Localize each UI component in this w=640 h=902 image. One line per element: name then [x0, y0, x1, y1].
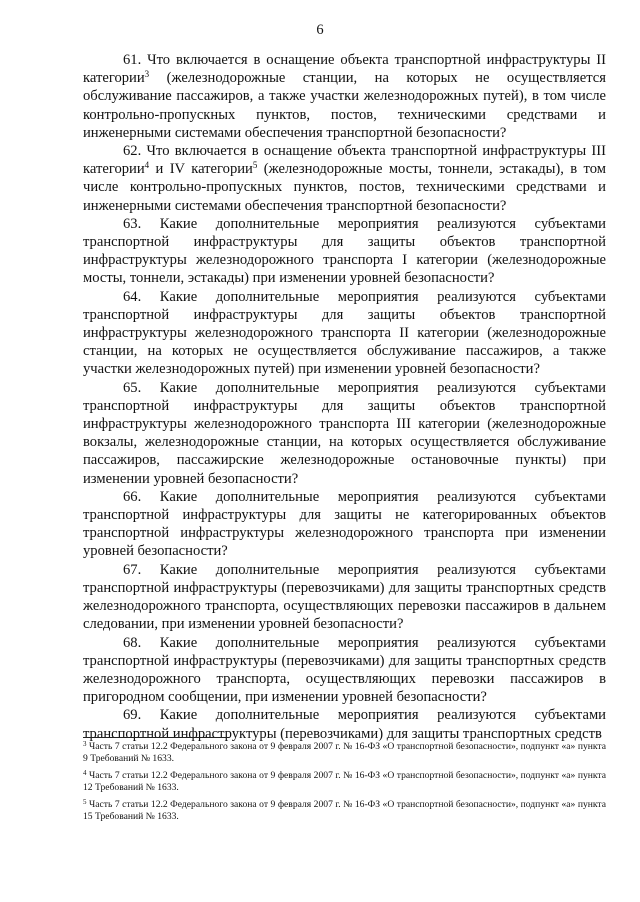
question-paragraph-62: [83, 142, 606, 215]
paragraph-text: (железнодорожные станции, на которых не осуществляется обслуживание пассажиров, а также участки железнодорожных путей), в том числе контрольно-пропускных пунктов, постов, техническими средствами и инженерными системами обеспечения транспортной безопасности?: [83, 70, 606, 141]
paragraph-text: и IV категории: [149, 161, 253, 178]
paragraph-text: 67. Какие дополнительные мероприятия реализуются субъектами транспортной инфраструктуры (перевозчиками) для защиты транспортных средств железнодорожного транспорта, осуществляющих перевозки пассажиров в дальнем следовании, при изменении уровней безопасности?: [83, 561, 606, 633]
footnote-reference[interactable]: 3: [144, 69, 150, 80]
paragraph-text: 69. Какие дополнительные мероприятия реализуются субъектами транспортной инфраструктуры (перевозчиками) для защиты транспортных средств: [83, 707, 606, 742]
body-text: [83, 51, 606, 743]
question-paragraph-63: [83, 215, 606, 288]
footnote-text: Часть 7 статьи 12.2 Федерального закона от 9 февраля 2007 г. № 16-ФЗ «О транспортной безопасности», подпункт «а» пункта 12 Требований № 1633.: [83, 770, 606, 794]
footnote-mark: 5: [83, 798, 87, 806]
paragraph-text: 63. Какие дополнительные мероприятия реализуются субъектами транспортной инфраструктуры для защиты объектов транспортной инфраструктуры железнодорожного транспорта I категории (железнодорожные мосты, тоннели, эстакады) при изменении уровней безопасности?: [83, 215, 606, 287]
paragraph-text: 61. Что включается в оснащение объекта транспортной инфраструктуры II категории: [83, 52, 606, 87]
question-paragraph-67: [83, 561, 606, 634]
question-paragraph-61: [83, 51, 606, 142]
paragraph-text: 65. Какие дополнительные мероприятия реализуются субъектами транспортной инфраструктуры для защиты объектов транспортной инфраструктуры железнодорожного транспорта III категории (железнодорожные вокзалы, железнодорожные станции, на которых осуществляется обслуживание пассажиров, пассажирские железнодорожные остановочные пункты) при изменении уровней безопасности?: [83, 379, 606, 487]
footnote-text: Часть 7 статьи 12.2 Федерального закона от 9 февраля 2007 г. № 16-ФЗ «О транспортной безопасности», подпункт «а» пункта 9 Требований № 1633.: [83, 741, 606, 765]
paragraph-text: 64. Какие дополнительные мероприятия реализуются субъектами транспортной инфраструктуры для защиты объектов транспортной инфраструктуры железнодорожного транспорта II категории (железнодорожные станции, на которых не осуществляется обслуживание пассажиров, а также участки железнодорожных путей) при изменении уровней безопасности?: [83, 288, 606, 378]
question-paragraph-64: [83, 288, 606, 379]
footnote-mark: 4: [83, 769, 87, 777]
footnote-reference[interactable]: 5: [252, 160, 258, 171]
footnote-text: Часть 7 статьи 12.2 Федерального закона от 9 февраля 2007 г. № 16-ФЗ «О транспортной безопасности», подпункт «а» пункта 15 Требований № 1633.: [83, 799, 606, 823]
footnote-mark: 3: [83, 740, 87, 748]
footnote-4: [83, 770, 606, 794]
footnotes: [83, 741, 606, 828]
paragraph-text: (железнодорожные мосты, тоннели, эстакады), в том числе контрольно-пропускных пунктов, постов, техническими средствами и инженерными системами обеспечения транспортной безопасности?: [83, 161, 606, 214]
footnote-separator: [83, 737, 229, 738]
paragraph-text: 62. Что включается в оснащение объекта транспортной инфраструктуры III категории: [83, 143, 606, 178]
question-paragraph-68: [83, 634, 606, 707]
footnote-5: [83, 799, 606, 823]
paragraph-text: 68. Какие дополнительные мероприятия реализуются субъектами транспортной инфраструктуры (перевозчиками) для защиты транспортных средств железнодорожного транспорта, осуществляющих перевозки пассажиров в пригородном сообщении, при изменении уровней безопасности?: [83, 634, 606, 706]
paragraph-text: 66. Какие дополнительные мероприятия реализуются субъектами транспортной инфраструктуры для защиты не категорированных объектов транспортной инфраструктуры железнодорожного транспорта при изменении уровней безопасности?: [83, 488, 606, 560]
question-paragraph-66: [83, 488, 606, 561]
footnote-3: [83, 741, 606, 765]
page-number: 6: [316, 22, 324, 38]
footnote-reference[interactable]: 4: [144, 160, 150, 171]
question-paragraph-65: [83, 379, 606, 488]
